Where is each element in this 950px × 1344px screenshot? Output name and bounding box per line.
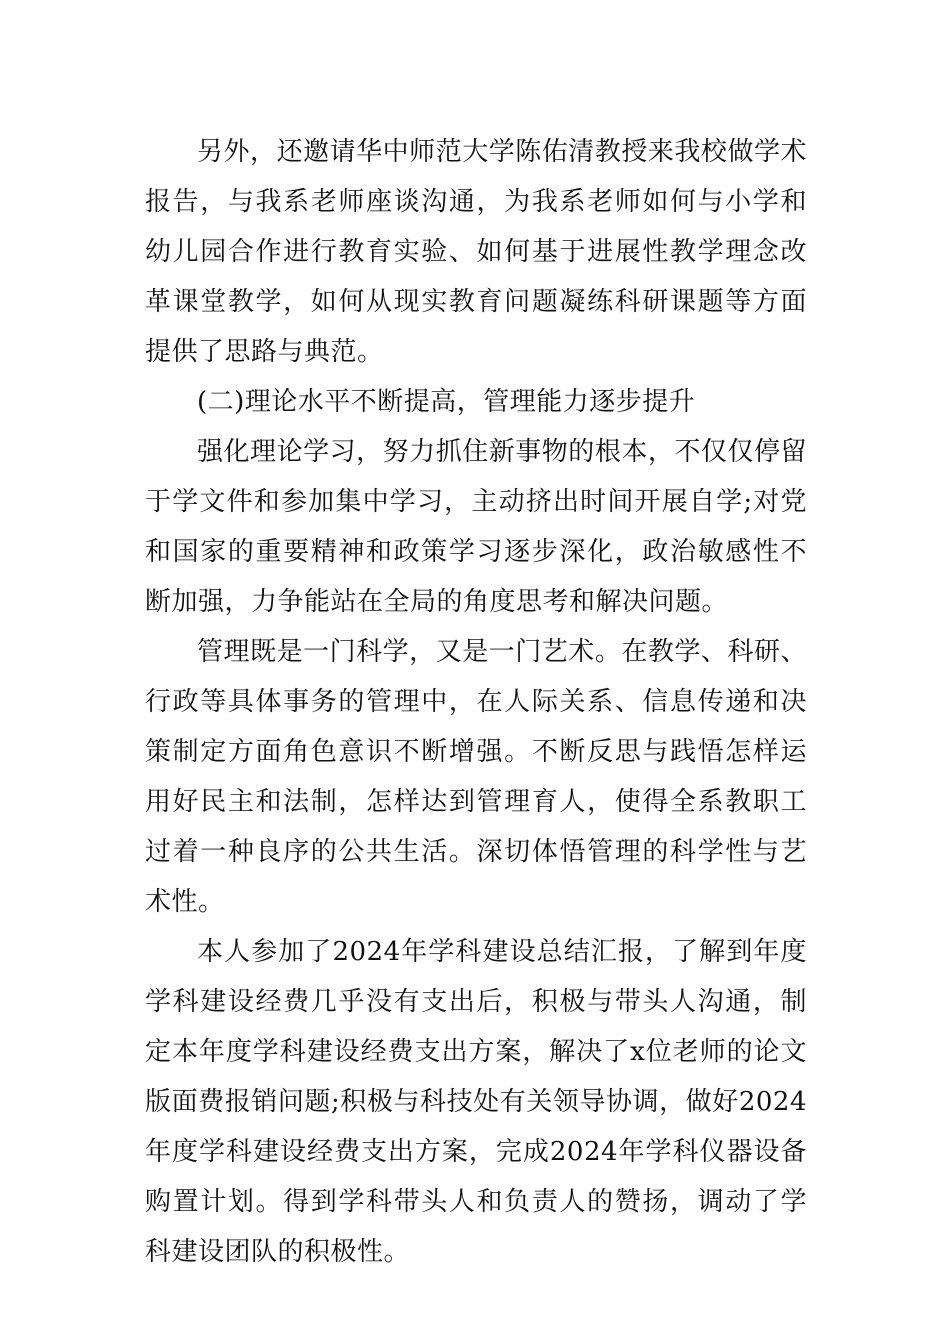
paragraph-invited-lecture: 另外，还邀请华中师范大学陈佑清教授来我校做学术报告，与我系老师座谈沟通，为我系老师如何与小学和幼儿园合作进行教育实验、如何基于进展性教学理念改革课堂教学，如何从现实教育问题凝练科研课题等方面提供了思路与典范。 <box>145 137 807 367</box>
paragraph-discipline-funding: 本人参加了2024年学科建设总结汇报，了解到年度学科建设经费几乎没有支出后，积极与带头人沟通，制定本年度学科建设经费支出方案，解决了x位老师的论文版面费报销问题;积极与科技处有关领导协调，做好2024年度学科建设经费支出方案，完成2024年学科仪器设备购置计划。得到学科带头人和负责人的赞扬，调动了学科建设团队的积极性。 <box>145 937 807 1267</box>
paragraph-management-art: 管理既是一门科学，又是一门艺术。在教学、科研、行政等具体事务的管理中，在人际关系、信息传递和决策制定方面角色意识不断增强。不断反思与践悟怎样运用好民主和法制，怎样达到管理育人，使得全系教职工过着一种良序的公共生活。深切体悟管理的科学性与艺术性。 <box>145 637 807 917</box>
paragraph-theory-study: 强化理论学习，努力抓住新事物的根本，不仅仅停留于学文件和参加集中学习，主动挤出时间开展自学;对党和国家的重要精神和政策学习逐步深化，政治敏感性不断加强，力争能站在全局的角度思考和解决问题。 <box>145 437 807 617</box>
section-heading-theory-management: (二)理论水平不断提高，管理能力逐步提升 <box>197 387 696 417</box>
document-body <box>145 127 807 1277</box>
